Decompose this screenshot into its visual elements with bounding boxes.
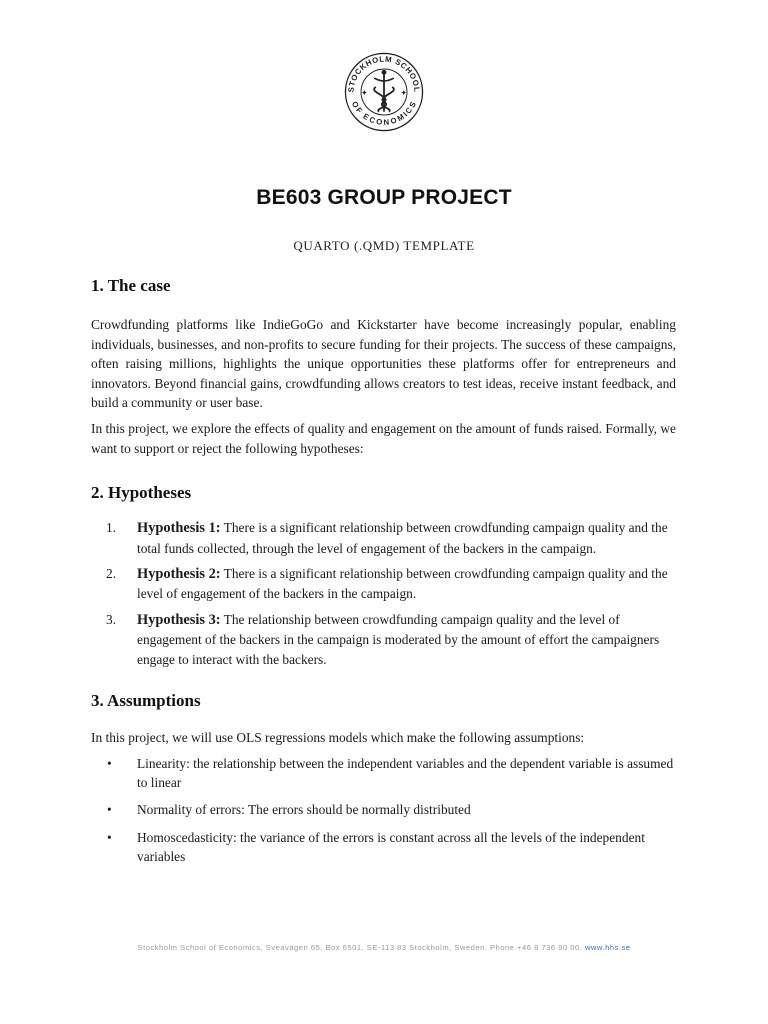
list-item — [91, 564, 676, 604]
list-item-number: 3. — [106, 611, 117, 627]
assumption-text: Linearity: the relationship between the independent variables and the dependent variable is assumed to linear — [137, 755, 674, 790]
case-paragraph-1: Crowdfunding platforms like IndieGoGo and Kickstarter have become increasingly popular, enabling individuals, businesses, and non-profits to secure funding for their projects. The success of these campaigns, often raising millions, highlights the unique opportunities these platforms offer for entrepreneurs and innovators. Beyond financial gains, crowdfunding allows creators to test ideas, receive instant feedback, and build a community or user base. — [91, 317, 676, 411]
list-item — [91, 518, 676, 558]
hypothesis-text: The relationship between crowdfunding campaign quality and the level of engagement of the backers in the campaign is moderated by the amount of effort the campaigners engage to interact with the backers. — [137, 611, 660, 667]
list-item-number: 2. — [106, 565, 117, 581]
bullet-icon: • — [107, 802, 112, 818]
list-item-number: 1. — [106, 520, 117, 536]
page-title: BE603 GROUP PROJECT — [256, 186, 512, 209]
hypotheses-list — [91, 518, 676, 669]
list-item — [91, 828, 676, 867]
assumption-text: Normality of errors: The errors should be normally distributed — [137, 802, 471, 818]
section-heading-case: 1. The case — [91, 276, 171, 295]
assumptions-list — [91, 754, 676, 867]
assumptions-intro: In this project, we will use OLS regressions models which make the following assumptions: — [91, 730, 585, 745]
svg-text:✦: ✦ — [400, 88, 408, 98]
hypothesis-label: Hypothesis 3: — [137, 611, 221, 628]
hypothesis-text: There is a significant relationship between crowdfunding campaign quality and the total funds collected, through the level of engagement of the backers in the campaign. — [137, 520, 668, 556]
section-heading-hypotheses: 2. Hypotheses — [91, 483, 192, 503]
sse-seal-icon — [343, 51, 425, 133]
bullet-icon: • — [107, 755, 112, 771]
hypothesis-label: Hypothesis 2: — [137, 565, 221, 582]
seal-ring-bottom-text: OF ECONOMICS — [350, 99, 418, 127]
list-item — [91, 610, 676, 669]
footer-address: Stockholm School of Economics, Sveavägen 65, Box 6501, SE-113 83 Stockholm, Sweden. Phone +46 8 736 90 00. — [137, 943, 585, 952]
footer-website-link[interactable]: www.hhs.se — [584, 943, 631, 952]
seal-ring-top-text: STOCKHOLM SCHOOL — [346, 54, 422, 93]
hypothesis-text: There is a significant relationship between crowdfunding campaign quality and the level of engagement of the backers in the campaign. — [137, 565, 668, 602]
list-item — [91, 800, 676, 819]
page-footer — [0, 943, 768, 952]
hypothesis-label: Hypothesis 1: — [137, 520, 221, 537]
page-subtitle: QUARTO (.QMD) TEMPLATE — [293, 238, 475, 253]
section-heading-assumptions: 3. Assumptions — [91, 691, 201, 710]
list-item — [91, 754, 676, 793]
svg-text:✦: ✦ — [361, 88, 368, 98]
document-body — [91, 276, 676, 867]
assumption-text: Homoscedasticity: the variance of the errors is constant across all the levels of the independent variables — [137, 829, 645, 865]
bullet-icon: • — [107, 829, 112, 845]
case-paragraph-2: In this project, we explore the effects of quality and engagement on the amount of funds raised. Formally, we want to support or reject the following hypotheses: — [91, 420, 676, 456]
